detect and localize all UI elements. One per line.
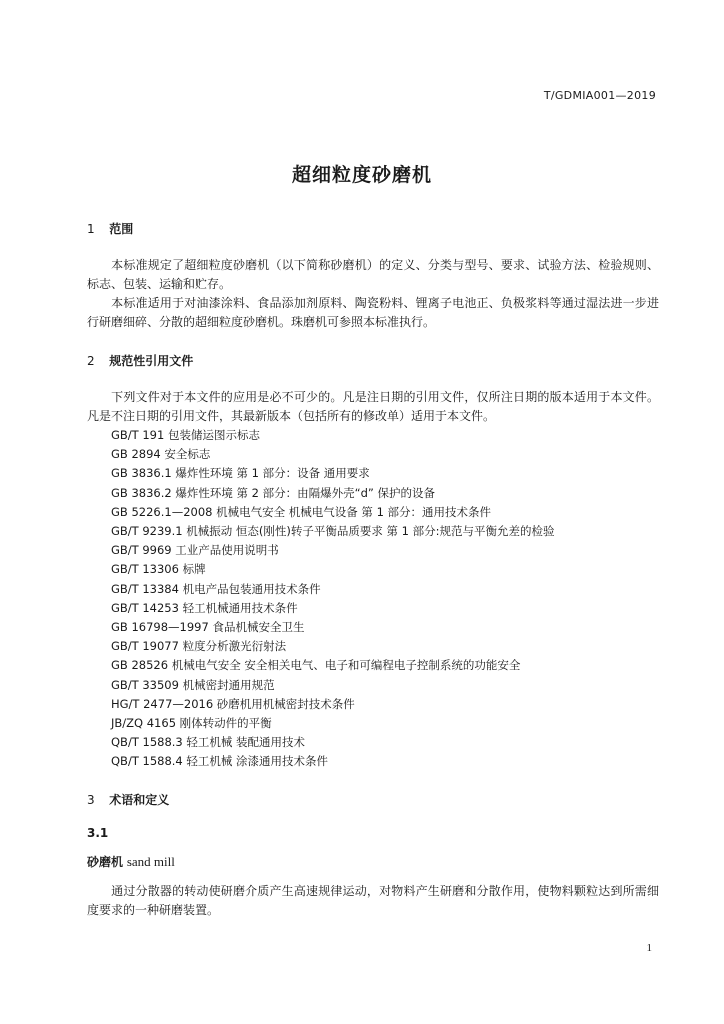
- reference-item: GB/T 191 包装储运图示标志: [111, 428, 260, 442]
- reference-item: GB 3836.2 爆炸性环境 第 2 部分：由隔爆外壳“d” 保护的设备: [111, 485, 436, 500]
- reference-item: QB/T 1588.4 轻工机械 涂漆通用技术条件: [111, 754, 329, 769]
- scope-paragraph-2: [87, 294, 659, 332]
- reference-item: HG/T 2477—2016 砂磨机用机械密封技术条件: [111, 696, 355, 711]
- paragraph-text: 下列文件对于本文件的应用是必不可少的。凡是注日期的引用文件，仅所注日期的版本适用于本文件。凡是不注日期的引用文件，其最新版本（包括所有的修改单）适用于本文件。: [87, 390, 659, 423]
- section-number: 1: [87, 222, 95, 236]
- reference-item: QB/T 1588.3 轻工机械 装配通用技术: [111, 735, 306, 750]
- reference-item: GB/T 14253 轻工机械通用技术条件: [111, 600, 298, 615]
- section-2-heading: [87, 352, 193, 369]
- reference-item: GB 2894 安全标志: [111, 447, 211, 462]
- reference-item: GB 5226.1—2008 机械电气安全 机械电气设备 第 1 部分：通用技术条件: [111, 504, 492, 519]
- reference-item: GB 28526 机械电气安全 安全相关电气、电子和可编程电子控制系统的功能安全: [111, 658, 521, 673]
- standard-code: T/GDMIA001—2019: [543, 89, 656, 102]
- section-title: 术语和定义: [109, 793, 170, 807]
- section-3-heading: [87, 791, 169, 808]
- reference-item: GB/T 13384 机电产品包装通用技术条件: [111, 581, 321, 596]
- paragraph-text: 本标准适用于对油漆涂料、食品添加剂原料、陶瓷粉料、锂离子电池正、负极浆料等通过湿法进一步进行研磨细碎、分散的超细粒度砂磨机。珠磨机可参照本标准执行。: [87, 296, 659, 329]
- term-definition: [87, 882, 659, 920]
- paragraph-text: 通过分散器的转动使研磨介质产生高速规律运动，对物料产生研磨和分散作用，使物料颗粒达到所需细度要求的一种研磨装置。: [87, 884, 659, 917]
- reference-item: GB/T 19077 粒度分析激光衍射法: [111, 639, 287, 654]
- scope-paragraph-1: [87, 256, 659, 294]
- reference-item: GB 16798—1997 食品机械安全卫生: [111, 620, 305, 635]
- page-number: 1: [646, 942, 652, 954]
- term-chinese: 砂磨机: [87, 855, 124, 869]
- paragraph-text: 本标准规定了超细粒度砂磨机（以下简称砂磨机）的定义、分类与型号、要求、试验方法、检验规则、标志、包装、运输和贮存。: [87, 258, 659, 291]
- section-number: 2: [87, 354, 95, 368]
- reference-item: GB/T 9969 工业产品使用说明书: [111, 543, 279, 558]
- reference-item: GB/T 33509 机械密封通用规范: [111, 677, 275, 692]
- document-title: 超细粒度砂磨机: [291, 164, 432, 186]
- reference-item: GB/T 9239.1 机械振动 恒态(刚性)转子平衡品质要求 第 1 部分:规范与平衡允差的检验: [111, 524, 555, 539]
- reference-item: GB 3836.1 爆炸性环境 第 1 部分：设备 通用要求: [111, 466, 370, 481]
- reference-list: [111, 426, 555, 772]
- section-title: 规范性引用文件: [109, 354, 194, 368]
- section-title: 范围: [109, 222, 134, 236]
- section-number: 3: [87, 793, 95, 807]
- references-intro: [87, 388, 659, 426]
- term-english: sand mill: [126, 854, 175, 869]
- term-number: 3.1: [87, 826, 109, 840]
- reference-item: GB/T 13306 标牌: [111, 562, 206, 577]
- reference-item: JB/ZQ 4165 刚体转动件的平衡: [111, 716, 272, 731]
- term-entry: [87, 853, 175, 870]
- section-1-heading: [87, 220, 133, 237]
